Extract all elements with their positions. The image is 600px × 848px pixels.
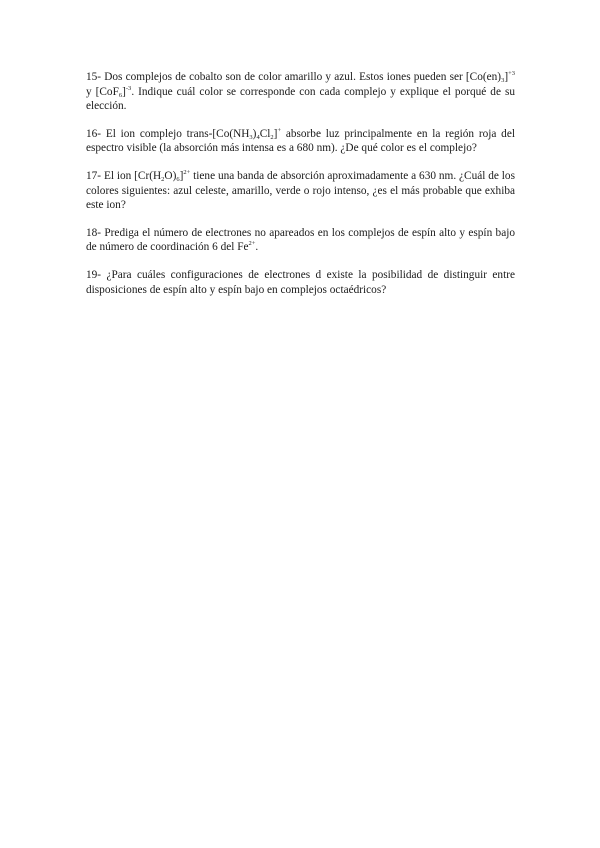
text-run: y [CoF [86, 85, 119, 98]
text-run: O) [164, 169, 177, 182]
text-run: ] [179, 169, 184, 182]
subscript: 6 [176, 175, 180, 183]
text-run: 18- Prediga el número de electrones no apareados en los complejos de espín alto y espín bajo de número de coordinación 6 del Fe [86, 226, 515, 254]
subscript: 2 [270, 133, 274, 141]
text-run: ] [122, 85, 126, 98]
question-18 [86, 226, 515, 255]
superscript: 2+ [248, 240, 256, 248]
text-run: 17- El ion [Cr(H [86, 169, 162, 182]
text-run: . Indique cuál color se corresponde con cada complejo y explique el porqué de su elección. [86, 85, 515, 113]
question-15 [86, 70, 515, 114]
subscript: 3 [501, 77, 505, 84]
text-run: absorbe luz principalmente en la región roja del espectro visible (la absorción más intensa es a 680 nm). ¿De qué color es el complejo? [86, 127, 515, 155]
text-run: tiene una banda de absorción aproximadamente a 630 nm. ¿Cuál de los colores siguientes: azul celeste, amarillo, verde o rojo intenso, ¿es el más probable que exhiba este ion? [86, 169, 515, 212]
text-run: ) [252, 127, 257, 140]
superscript: +3 [508, 70, 515, 77]
text-run: 16- El ion complejo trans-[Co(NH [86, 127, 250, 140]
text-run: . [255, 241, 259, 254]
subscript: 6 [118, 91, 123, 99]
text-run: Cl [259, 127, 271, 140]
subscript: 3 [249, 133, 253, 141]
question-19 [86, 268, 515, 297]
text-run: 15- Dos complejos de cobalto son de color amarillo y azul. Estos iones pueden ser [Co(en) [86, 71, 502, 83]
question-16 [86, 127, 515, 156]
text-run: ] [504, 71, 509, 83]
question-list [86, 70, 515, 310]
text-run: ] [273, 127, 278, 140]
superscript: -3 [125, 84, 132, 92]
subscript: 2 [161, 175, 165, 183]
superscript: 2+ [183, 168, 191, 176]
superscript: + [277, 126, 282, 134]
question-17 [86, 169, 515, 213]
text-run: 19- ¿Para cuáles configuraciones de electrones d existe la posibilidad de distinguir entre disposiciones de espín alto y espín bajo en complejos octaédricos? [86, 268, 515, 296]
subscript: 4 [256, 133, 260, 141]
